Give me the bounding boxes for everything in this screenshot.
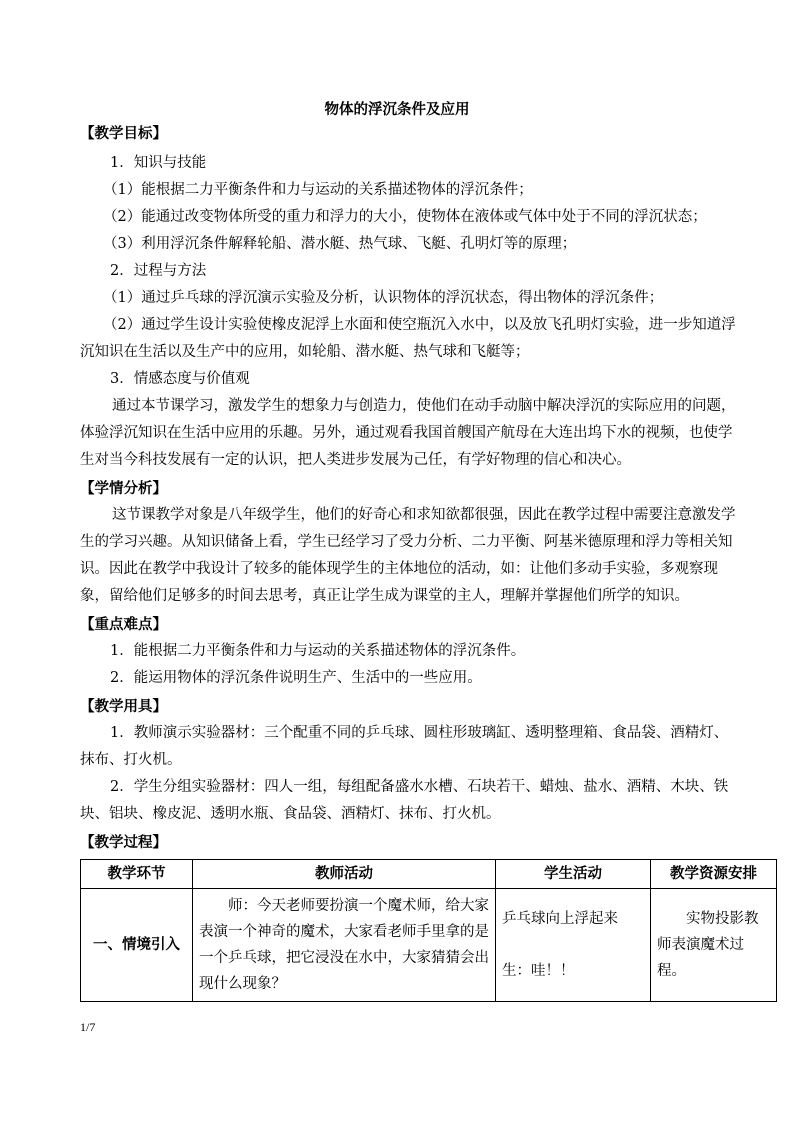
cell-teacher-activity [193,889,496,1002]
knowledge-item: （1）能根据二力平衡条件和力与运动的关系描述物体的浮沉条件； [103,182,533,198]
student-activity-line: 乒乓球向上浮起来 [502,911,618,927]
process-item: （1）通过乒乓球的浮沉演示实验及分析，认识物体的浮沉状态，得出物体的浮沉条件； [103,290,664,306]
knowledge-item: （3）利用浮沉条件解释轮船、潜水艇、热气球、飞艇、孔明灯等的原理； [103,236,577,252]
page-number: 1/7 [80,1020,96,1034]
tools-line: 抹布、打火机。 [80,752,182,768]
section-heading-objectives: 【教学目标】 [80,125,167,142]
column-header: 教学环节 [81,860,193,889]
process-item-continued: 沉知识在生活以及生产中的应用，如轮船、潜水艇、热气球和飞艇等； [80,344,530,360]
cell-student-activity [496,889,651,1002]
tools-line: 2．学生分组实验器材：四人一组，每组配备盛水水槽、石块若干、蜡烛、盐水、酒精、木块、铁 [110,779,729,795]
paragraph-line: 象，留给他们足够多的时间去思考，真正让学生成为课堂的主人，理解并掌握他们所学的知识。 [80,588,689,604]
knowledge-item: （2）能通过改变物体所受的重力和浮力的大小，使物体在液体或气体中处于不同的浮沉状态； [103,209,707,225]
tools-line: 块、铝块、橡皮泥、透明水瓶、食品袋、酒精灯、抹布、打火机。 [80,806,501,822]
tools-line: 1．教师演示实验器材：三个配重不同的乒乓球、圆柱形玻璃缸、透明整理箱、食品袋、酒精灯、 [110,725,729,741]
paragraph-line: 识。因此在教学中我设计了较多的能体现学生的主体地位的活动，如：让他们多动手实验，多观察现 [80,561,718,577]
document-title: 物体的浮沉条件及应用 [324,101,470,118]
paragraph-line: 生对当今科技发展有一定的认识，把人类进步发展为己任，有学好物理的信心和决心。 [80,452,631,468]
cell-stage: 一、情境引入 [81,889,193,1002]
key-point-item: 2．能运用物体的浮沉条件说明生产、生活中的一些应用。 [110,670,482,686]
section-heading-key-points: 【重点难点】 [80,616,167,633]
teacher-activity-text: 师：今天老师要扮演一个魔术师，给大家表演一个神奇的魔术，大家看老师手里拿的是一个乒乓球，把它浸没在水中，大家猜猜会出现什么现象？ [199,898,489,992]
paragraph-line: 体验浮沉知识在生活中应用的乐趣。另外，通过观看我国首艘国产航母在大连出坞下水的视频，也使学 [80,425,733,441]
paragraph-line: 这节课教学对象是八年级学生，他们的好奇心和求知欲都很强，因此在教学过程中需要注意激发学 [112,507,736,523]
subheading-emotion: 3．情感态度与价值观 [110,371,250,387]
paragraph-line: 生的学习兴趣。从知识储备上看，学生已经学习了受力分析、二力平衡、阿基米德原理和浮力等相关知 [80,534,733,550]
column-header: 教学资源安排 [651,860,777,889]
table-row [81,889,777,1002]
key-point-item: 1．能根据二力平衡条件和力与运动的关系描述物体的浮沉条件。 [110,643,526,659]
table-header-row [81,860,777,889]
process-item: （2）通过学生设计实验使橡皮泥浮上水面和使空瓶沉入水中，以及放飞孔明灯实验，进一步知道浮 [103,317,736,333]
student-activity-line: 生：哇！！ [502,963,575,979]
section-heading-analysis: 【学情分析】 [80,480,167,497]
paragraph-line: 通过本节课学习，激发学生的想象力与创造力，使他们在动手动脑中解决浮沉的实际应用的问题， [112,398,736,414]
subheading-process-method: 2．过程与方法 [110,263,207,279]
teaching-process-table [80,859,777,1002]
column-header: 学生活动 [496,860,651,889]
section-heading-tools: 【教学用具】 [80,698,167,715]
subheading-knowledge: 1．知识与技能 [110,155,207,171]
cell-resource [651,889,777,1002]
section-heading-process: 【教学过程】 [80,834,167,851]
column-header: 教师活动 [193,860,496,889]
resource-text: 实物投影教师表演魔术过程。 [657,911,759,979]
